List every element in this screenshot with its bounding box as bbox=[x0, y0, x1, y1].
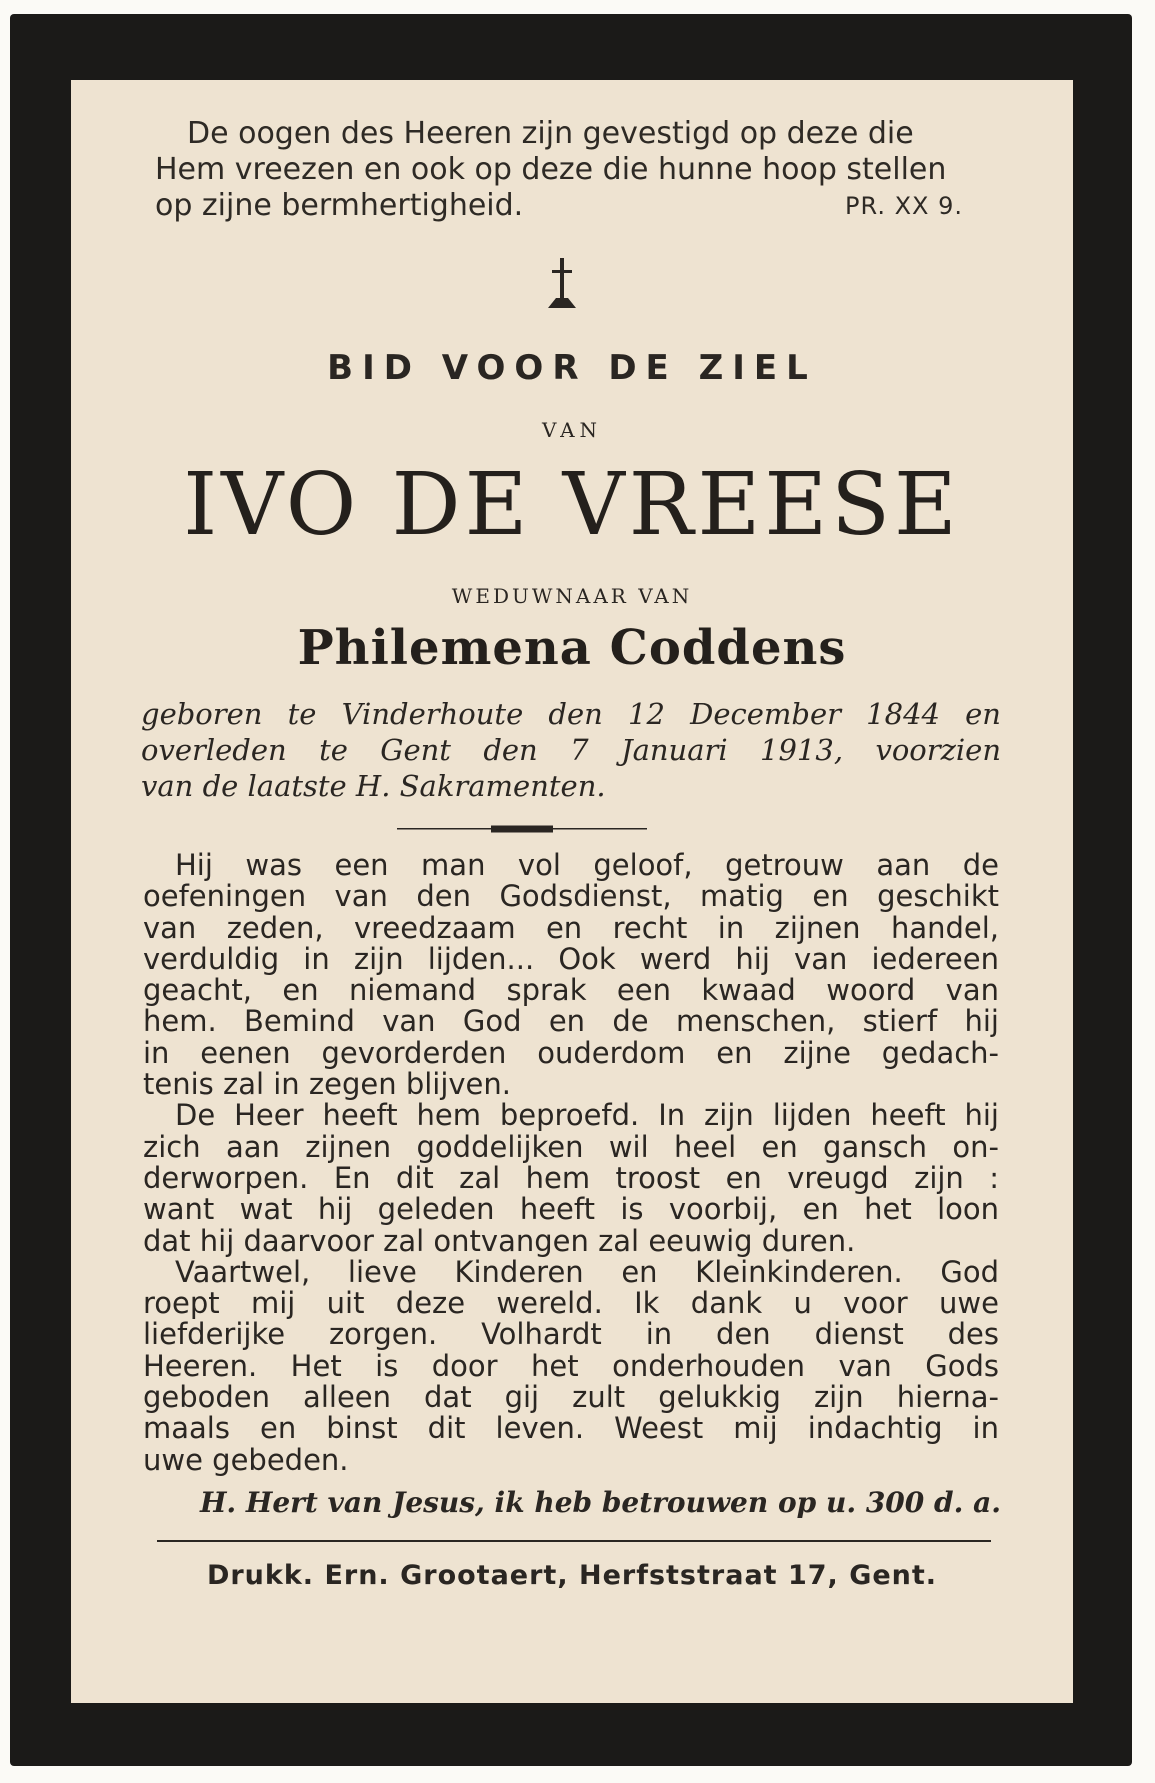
body-line: geacht, en niemand sprak een kwaad woord van bbox=[143, 973, 999, 1008]
body-line: geboden alleen dat gij zult gelukkig zijn hierna- bbox=[143, 1380, 999, 1415]
body-line: De Heer heeft hem beproefd. In zijn lijden heeft hij bbox=[175, 1098, 999, 1133]
spouse-name: Philemena Coddens bbox=[297, 620, 847, 676]
verse-line: De oogen des Heeren zijn gevestigd op deze die bbox=[187, 116, 914, 151]
verse-line-text: op zijne bermhertigheid. bbox=[155, 188, 524, 223]
verse-line bbox=[155, 188, 1001, 224]
printer-imprint: Drukk. Ern. Grootaert, Herfststraat 17, Gent. bbox=[206, 1560, 938, 1591]
eulogy-text bbox=[143, 850, 999, 1476]
prayer-heading: BID VOOR DE ZIEL bbox=[327, 348, 817, 388]
prayer-motto: H. Hert van Jesus, ik heb betrouwen op u. 300 d. a. bbox=[199, 1486, 1001, 1519]
prayer-card bbox=[71, 80, 1073, 1703]
van-label: VAN bbox=[541, 418, 603, 442]
ornamental-divider bbox=[397, 824, 647, 834]
detail-line: overleden te Gent den 7 Januari 1913, voorzien bbox=[141, 733, 1001, 767]
body-line: Vaartwel, lieve Kinderen en Kleinkinderen. God bbox=[175, 1254, 999, 1289]
body-line: liefderijke zorgen. Volhardt in den dienst des bbox=[143, 1317, 999, 1352]
relation-label: WEDUWNAAR VAN bbox=[451, 584, 693, 608]
body-line: want wat hij geleden heeft is voorbij, en het loon bbox=[143, 1192, 999, 1227]
detail-line: van de laatste H. Sakramenten. bbox=[141, 769, 606, 803]
body-line: roept mij uit deze wereld. Ik dank u voor uwe bbox=[143, 1286, 999, 1321]
mourning-card-border bbox=[10, 14, 1132, 1766]
body-line: tenis zal in zegen blijven. bbox=[143, 1067, 511, 1102]
body-line: van zeden, vreedzaam en recht in zijnen handel, bbox=[143, 910, 999, 945]
body-line: uwe gebeden. bbox=[143, 1442, 349, 1477]
verse-reference: PR. XX 9. bbox=[845, 192, 963, 220]
detail-line: geboren te Vinderhoute den 12 December 1844 en bbox=[141, 697, 1001, 731]
body-line: dat hij daarvoor zal ontvangen zal eeuwig duren. bbox=[143, 1223, 856, 1258]
deceased-name: IVO DE VREESE bbox=[183, 455, 961, 555]
scripture-verse bbox=[155, 116, 1001, 224]
body-line: Heeren. Het is door het onderhouden van Gods bbox=[143, 1348, 999, 1383]
cross-icon bbox=[544, 256, 580, 310]
body-line: oefeningen van den Godsdienst, matig en geschikt bbox=[143, 879, 999, 914]
verse-line: Hem vreezen en ook op deze die hunne hoop stellen bbox=[155, 152, 947, 187]
birth-death-details bbox=[141, 696, 1001, 804]
body-line: in eenen gevorderden ouderdom en zijne gedach- bbox=[143, 1035, 999, 1070]
body-line: Hij was een man vol geloof, getrouw aan de bbox=[175, 848, 999, 882]
body-line: zich aan zijnen goddelijken wil heel en gansch on- bbox=[143, 1129, 999, 1164]
body-line: derworpen. En dit zal hem troost en vreugd zijn : bbox=[143, 1160, 999, 1195]
footer-rule bbox=[157, 1540, 991, 1542]
body-line: maals en binst dit leven. Weest mij indachtig in bbox=[143, 1411, 999, 1446]
body-line: hem. Bemind van God en de menschen, stierf hij bbox=[143, 1004, 999, 1039]
body-line: verduldig in zijn lijden... Ook werd hij van iedereen bbox=[143, 941, 999, 976]
